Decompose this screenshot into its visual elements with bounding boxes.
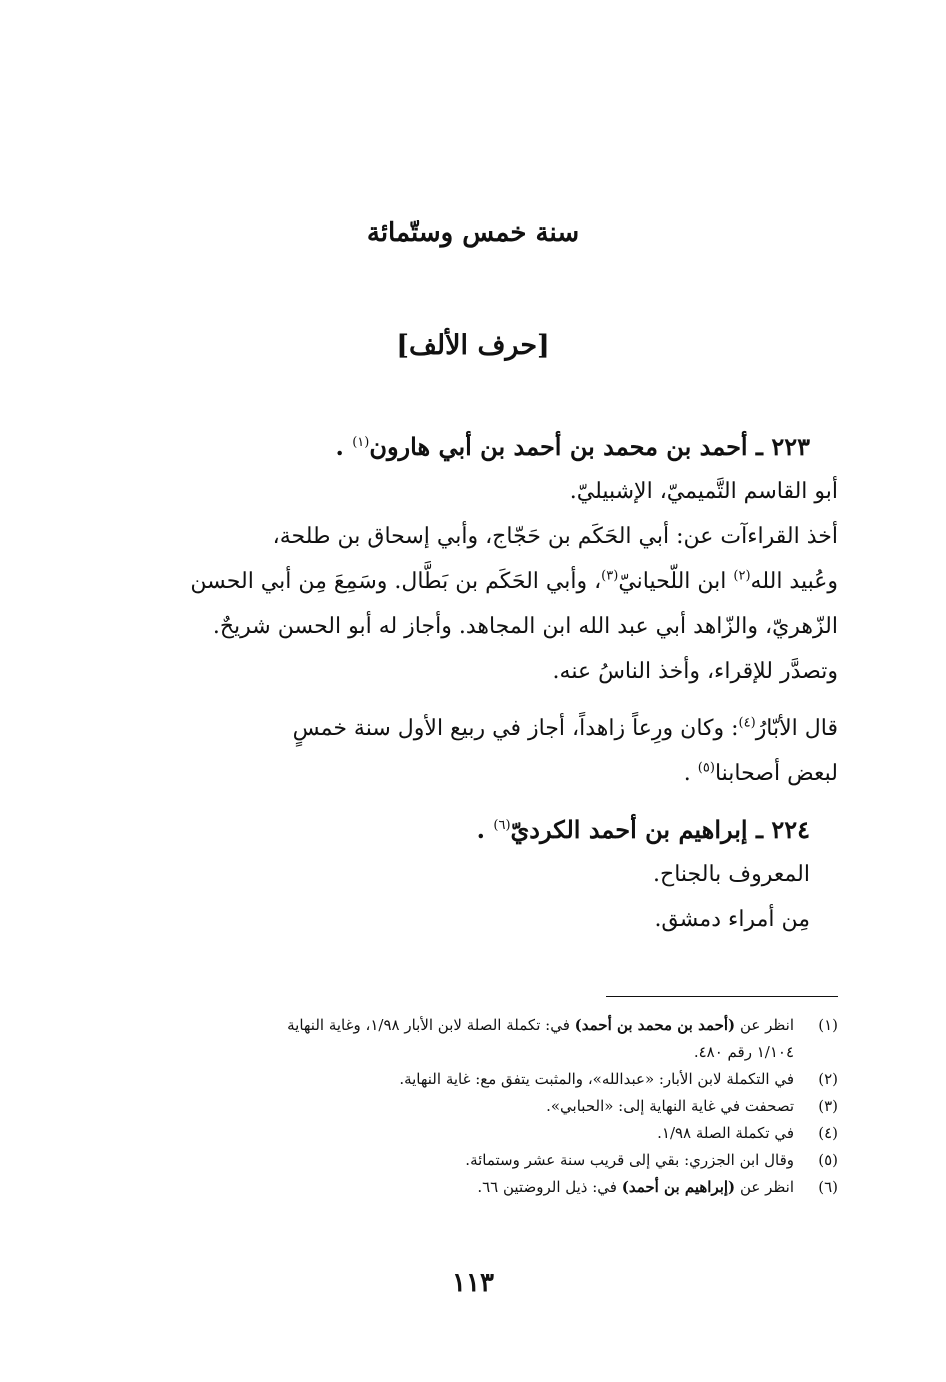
entry-text-line: وتصدَّر للإقراء، وأخذ الناسُ عنه. bbox=[552, 659, 838, 684]
entry-text-segment: لبعض أصحابنا bbox=[714, 761, 838, 786]
footnote-item bbox=[108, 1147, 838, 1174]
footnote-text-segment: انظر عن bbox=[735, 1178, 794, 1196]
footnote-item bbox=[108, 1120, 838, 1147]
footnote-bold-name: (إبراهيم بن أحمد) bbox=[621, 1178, 736, 1196]
footnote-ref: (٣) bbox=[601, 568, 619, 584]
footnote-text-segment: في: تكملة الصلة لابن الأبار ١/٩٨، وغاية النهاية bbox=[287, 1016, 575, 1034]
footnote-bold-name: (أحمد بن محمد بن أحمد) bbox=[574, 1016, 736, 1034]
year-title: سنة خمس وستّمائة bbox=[366, 218, 580, 248]
footnote-item bbox=[108, 1066, 838, 1093]
entry-text-segment: ، وأبي الحَكَم بن بَطَّال. وسَمِعَ مِن أبي الحسن bbox=[190, 569, 602, 594]
footnote-ref: (٤) bbox=[738, 715, 756, 731]
footnote-continuation: ١/١٠٤ رقم ٤٨٠. bbox=[693, 1043, 794, 1061]
entry-text-segment: ابن اللّحيانيّ bbox=[618, 569, 734, 594]
entry-text-line bbox=[108, 559, 838, 604]
footnote-number: (٦) bbox=[818, 1178, 838, 1196]
entry-text-segment: . bbox=[683, 761, 691, 786]
entry-text-line: المعروف بالجناح. bbox=[653, 862, 810, 887]
entry-heading bbox=[108, 425, 810, 469]
footnote-item bbox=[108, 1174, 838, 1201]
biography-entry-223 bbox=[108, 425, 838, 796]
page-number: ١١٣ bbox=[452, 1268, 494, 1298]
biography-entry-224 bbox=[108, 808, 838, 942]
entry-heading-text: ٢٢٤ ـ إبراهيم بن أحمد الكرديّ bbox=[510, 815, 810, 844]
footnote-number: (١) bbox=[818, 1016, 838, 1034]
entry-kunya: أبو القاسم التَّميميّ، الإشبيليّ. bbox=[569, 479, 838, 504]
entry-text-segment: وعُبيد الله bbox=[750, 569, 838, 594]
footnote-ref: (١) bbox=[352, 435, 370, 450]
entry-text-segment: : وكان ورِعاً زاهداً، أجاز في ربيع الأول سنة خمسٍ bbox=[292, 716, 739, 741]
entry-text-line bbox=[108, 706, 838, 751]
entry-heading-text: ٢٢٣ ـ أحمد بن محمد بن أحمد بن أبي هارون bbox=[369, 432, 810, 461]
footnote-text-segment: انظر عن bbox=[735, 1016, 794, 1034]
entry-text-line: مِن أمراء دمشق. bbox=[654, 907, 810, 932]
entry-text-line: الزّهريّ، والزّاهد أبي عبد الله ابن المجاهد. وأجاز له أبو الحسن شريحٌ. bbox=[212, 614, 838, 639]
footnote-text bbox=[108, 1174, 794, 1201]
entry-text-line bbox=[108, 751, 838, 796]
footnote-divider bbox=[606, 996, 838, 997]
heading-period: . bbox=[476, 815, 486, 844]
footnote-item bbox=[108, 1012, 838, 1039]
footnote-number: (٤) bbox=[818, 1124, 838, 1142]
footnote-text: في تكملة الصلة ١/٩٨. bbox=[657, 1124, 794, 1142]
footnote-text: وقال ابن الجزري: بقي إلى قريب سنة عشر وستمائة. bbox=[465, 1151, 794, 1169]
footnote-text bbox=[108, 1012, 794, 1039]
footnote-ref: (٥) bbox=[697, 760, 715, 776]
entry-text-line: أخذ القراءآت عن: أبي الحَكَم بن حَجّاج، وأبي إسحاق بن طلحة، bbox=[272, 524, 838, 549]
footnote-item bbox=[108, 1093, 838, 1120]
footnote-number: (٢) bbox=[818, 1070, 838, 1088]
section-title: [حرف الألف] bbox=[396, 330, 550, 361]
footnote-number: (٣) bbox=[818, 1097, 838, 1115]
footnote-number: (٥) bbox=[818, 1151, 838, 1169]
footnote-ref: (٢) bbox=[733, 568, 751, 584]
footnote-text-segment: في: ذيل الروضتين ٦٦. bbox=[477, 1178, 622, 1196]
footnote-text: في التكملة لابن الأبار: «عبدالله»، والمثبت يتفق مع: غاية النهاية. bbox=[399, 1070, 794, 1088]
entry-text-segment: قال الأبّارُ bbox=[755, 716, 838, 741]
heading-period: . bbox=[335, 432, 344, 461]
footnote-text: تصحفت في غاية النهاية إلى: «الحبابي». bbox=[546, 1097, 794, 1115]
footnotes bbox=[108, 1012, 838, 1201]
footnote-ref: (٦) bbox=[493, 818, 511, 833]
entry-heading bbox=[108, 808, 810, 852]
